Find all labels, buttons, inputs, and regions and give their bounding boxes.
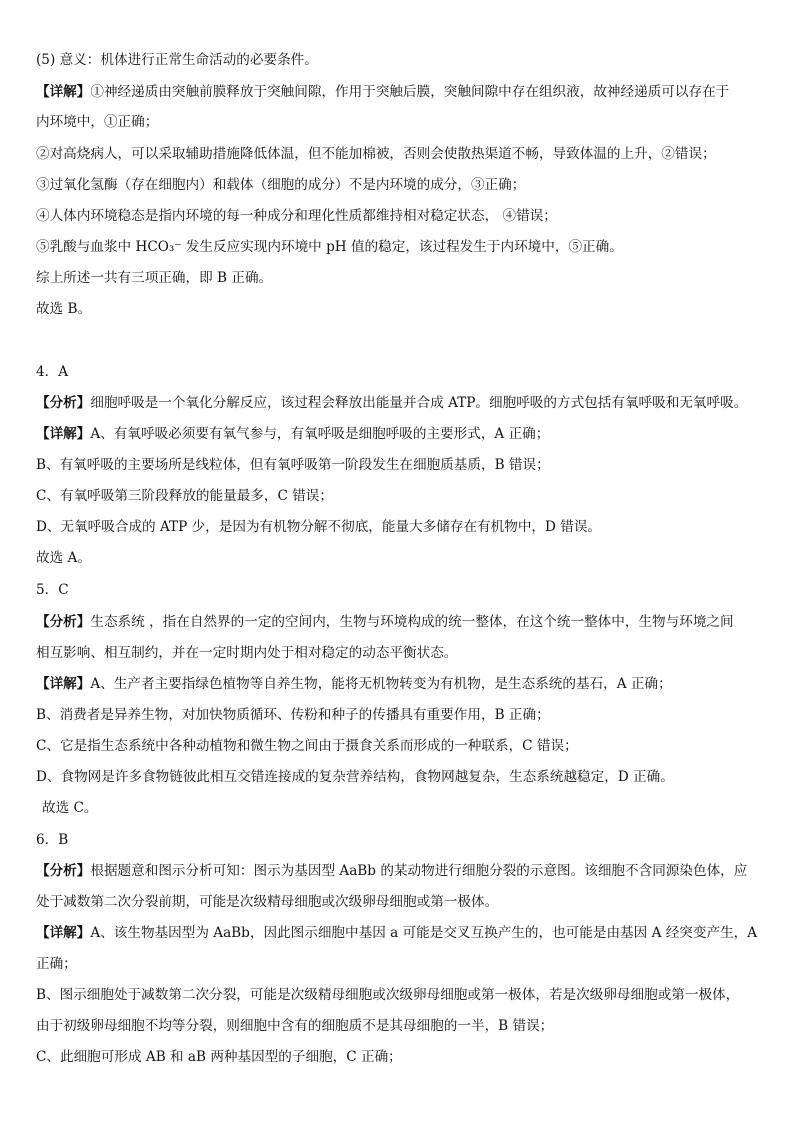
detail-tag: 【详解】 xyxy=(36,676,91,692)
text-line: 【详解】①神经递质由突触前膜释放于突触间隙，作用于突触后膜，突触间隙中存在组织液，故神经递质可以存在于 xyxy=(36,84,730,100)
text-line: C、它是指生态系统中各种动植物和微生物之间由于摄食关系而形成的一种联系，C 错误； xyxy=(36,738,578,754)
text-line: 故选 A。 xyxy=(36,550,91,566)
text-line: ②对高烧病人，可以采取辅助措施降低体温，但不能加棉被，否则会使散热渠道不畅，导致体温的上升，②错误； xyxy=(36,146,716,162)
text-line: 故选 B。 xyxy=(36,301,92,317)
text-line: 内环境中，①正确； xyxy=(36,114,159,130)
analysis-tag: 【分析】 xyxy=(36,395,91,411)
text-line: 【详解】A、有氧呼吸必须要有氧气参与，有氧呼吸是细胞呼吸的主要形式，A 正确； xyxy=(36,426,550,442)
text-line: 【分析】生态系统 ，指在自然界的一定的空间内，生物与环境构成的统一整体，在这个统一整体中，生物与环境之间 xyxy=(36,614,734,630)
text-line: B、消费者是异养生物，对加快物质循环、传粉和种子的传播具有重要作用，B 正确； xyxy=(36,707,550,723)
text-line: D、食物网是许多食物链彼此相互交错连接成的复杂营养结构，食物网越复杂，生态系统越稳定，D 正确。 xyxy=(36,769,674,785)
text-line: 【详解】A、该生物基因型为 AaBb，因此图示细胞中基因 a 可能是交叉互换产生的，也可能是由基因 A 经突变产生，A xyxy=(36,925,758,941)
text-line: 正确； xyxy=(36,956,77,972)
analysis-tag: 【分析】 xyxy=(36,614,91,630)
question-number: 6．B xyxy=(36,832,69,848)
text-line: 【分析】细胞呼吸是一个氧化分解反应，该过程会释放出能量并合成 ATP。细胞呼吸的方式包括有氧呼吸和无氧呼吸。 xyxy=(36,395,748,411)
text-line: (5) 意义：机体进行正常生命活动的必要条件。 xyxy=(36,52,318,68)
question-number: 4．A xyxy=(36,364,69,380)
text-line: 综上所述一共有三项正确，即 B 正确。 xyxy=(36,270,273,286)
text-line: 【分析】根据题意和图示分析可知：图示为基因型 AaBb 的某动物进行细胞分裂的示意图。该细胞不含同源染色体，应 xyxy=(36,863,748,879)
text-line: 相互影响、相互制约，并在一定时期内处于相对稳定的动态平衡状态。 xyxy=(36,645,458,661)
text-line: C、有氧呼吸第三阶段释放的能量最多，C 错误； xyxy=(36,488,333,504)
detail-tag: 【详解】 xyxy=(36,84,91,100)
text-line: C、此细胞可形成 AB 和 aB 两种基因型的子细胞，C 正确； xyxy=(36,1049,402,1065)
text-line: 处于减数第二次分裂前期，可能是次级精母细胞或次级卵母细胞或第一极体。 xyxy=(36,894,499,910)
text-line: ⑤乳酸与血浆中 HCO₃⁻ 发生反应实现内环境中 pH 值的稳定，该过程发生于内环境中，⑤正确。 xyxy=(36,239,623,255)
text-line: 由于初级卵母细胞不均等分裂，则细胞中含有的细胞质不是其母细胞的一半，B 错误； xyxy=(36,1018,554,1034)
text-line: B、图示细胞处于减数第二次分裂，可能是次级精母细胞或次级卵母细胞或第一极体，若是次级卵母细胞或第一极体， xyxy=(36,987,740,1003)
text-line: ④人体内环境稳态是指内环境的每一种成分和理化性质都维持相对稳定状态， ④错误； xyxy=(36,208,557,224)
detail-tag: 【详解】 xyxy=(36,925,91,941)
text-line: D、无氧呼吸合成的 ATP 少，是因为有机物分解不彻底，能量大多储存在有机物中，D 错误。 xyxy=(36,519,602,535)
question-number: 5．C xyxy=(36,582,69,598)
text-line: 【详解】A、生产者主要指绿色植物等自养生物，能将无机物转变为有机物，是生态系统的基石，A 正确； xyxy=(36,676,672,692)
analysis-tag: 【分析】 xyxy=(36,863,91,879)
text-line: B、有氧呼吸的主要场所是线粒体，但有氧呼吸第一阶段发生在细胞质基质，B 错误； xyxy=(36,457,550,473)
detail-tag: 【详解】 xyxy=(36,426,91,442)
text-line: 故选 C。 xyxy=(42,800,98,816)
text-line: ③过氧化氢酶（存在细胞内）和载体（细胞的成分）不是内环境的成分，③正确； xyxy=(36,177,526,193)
